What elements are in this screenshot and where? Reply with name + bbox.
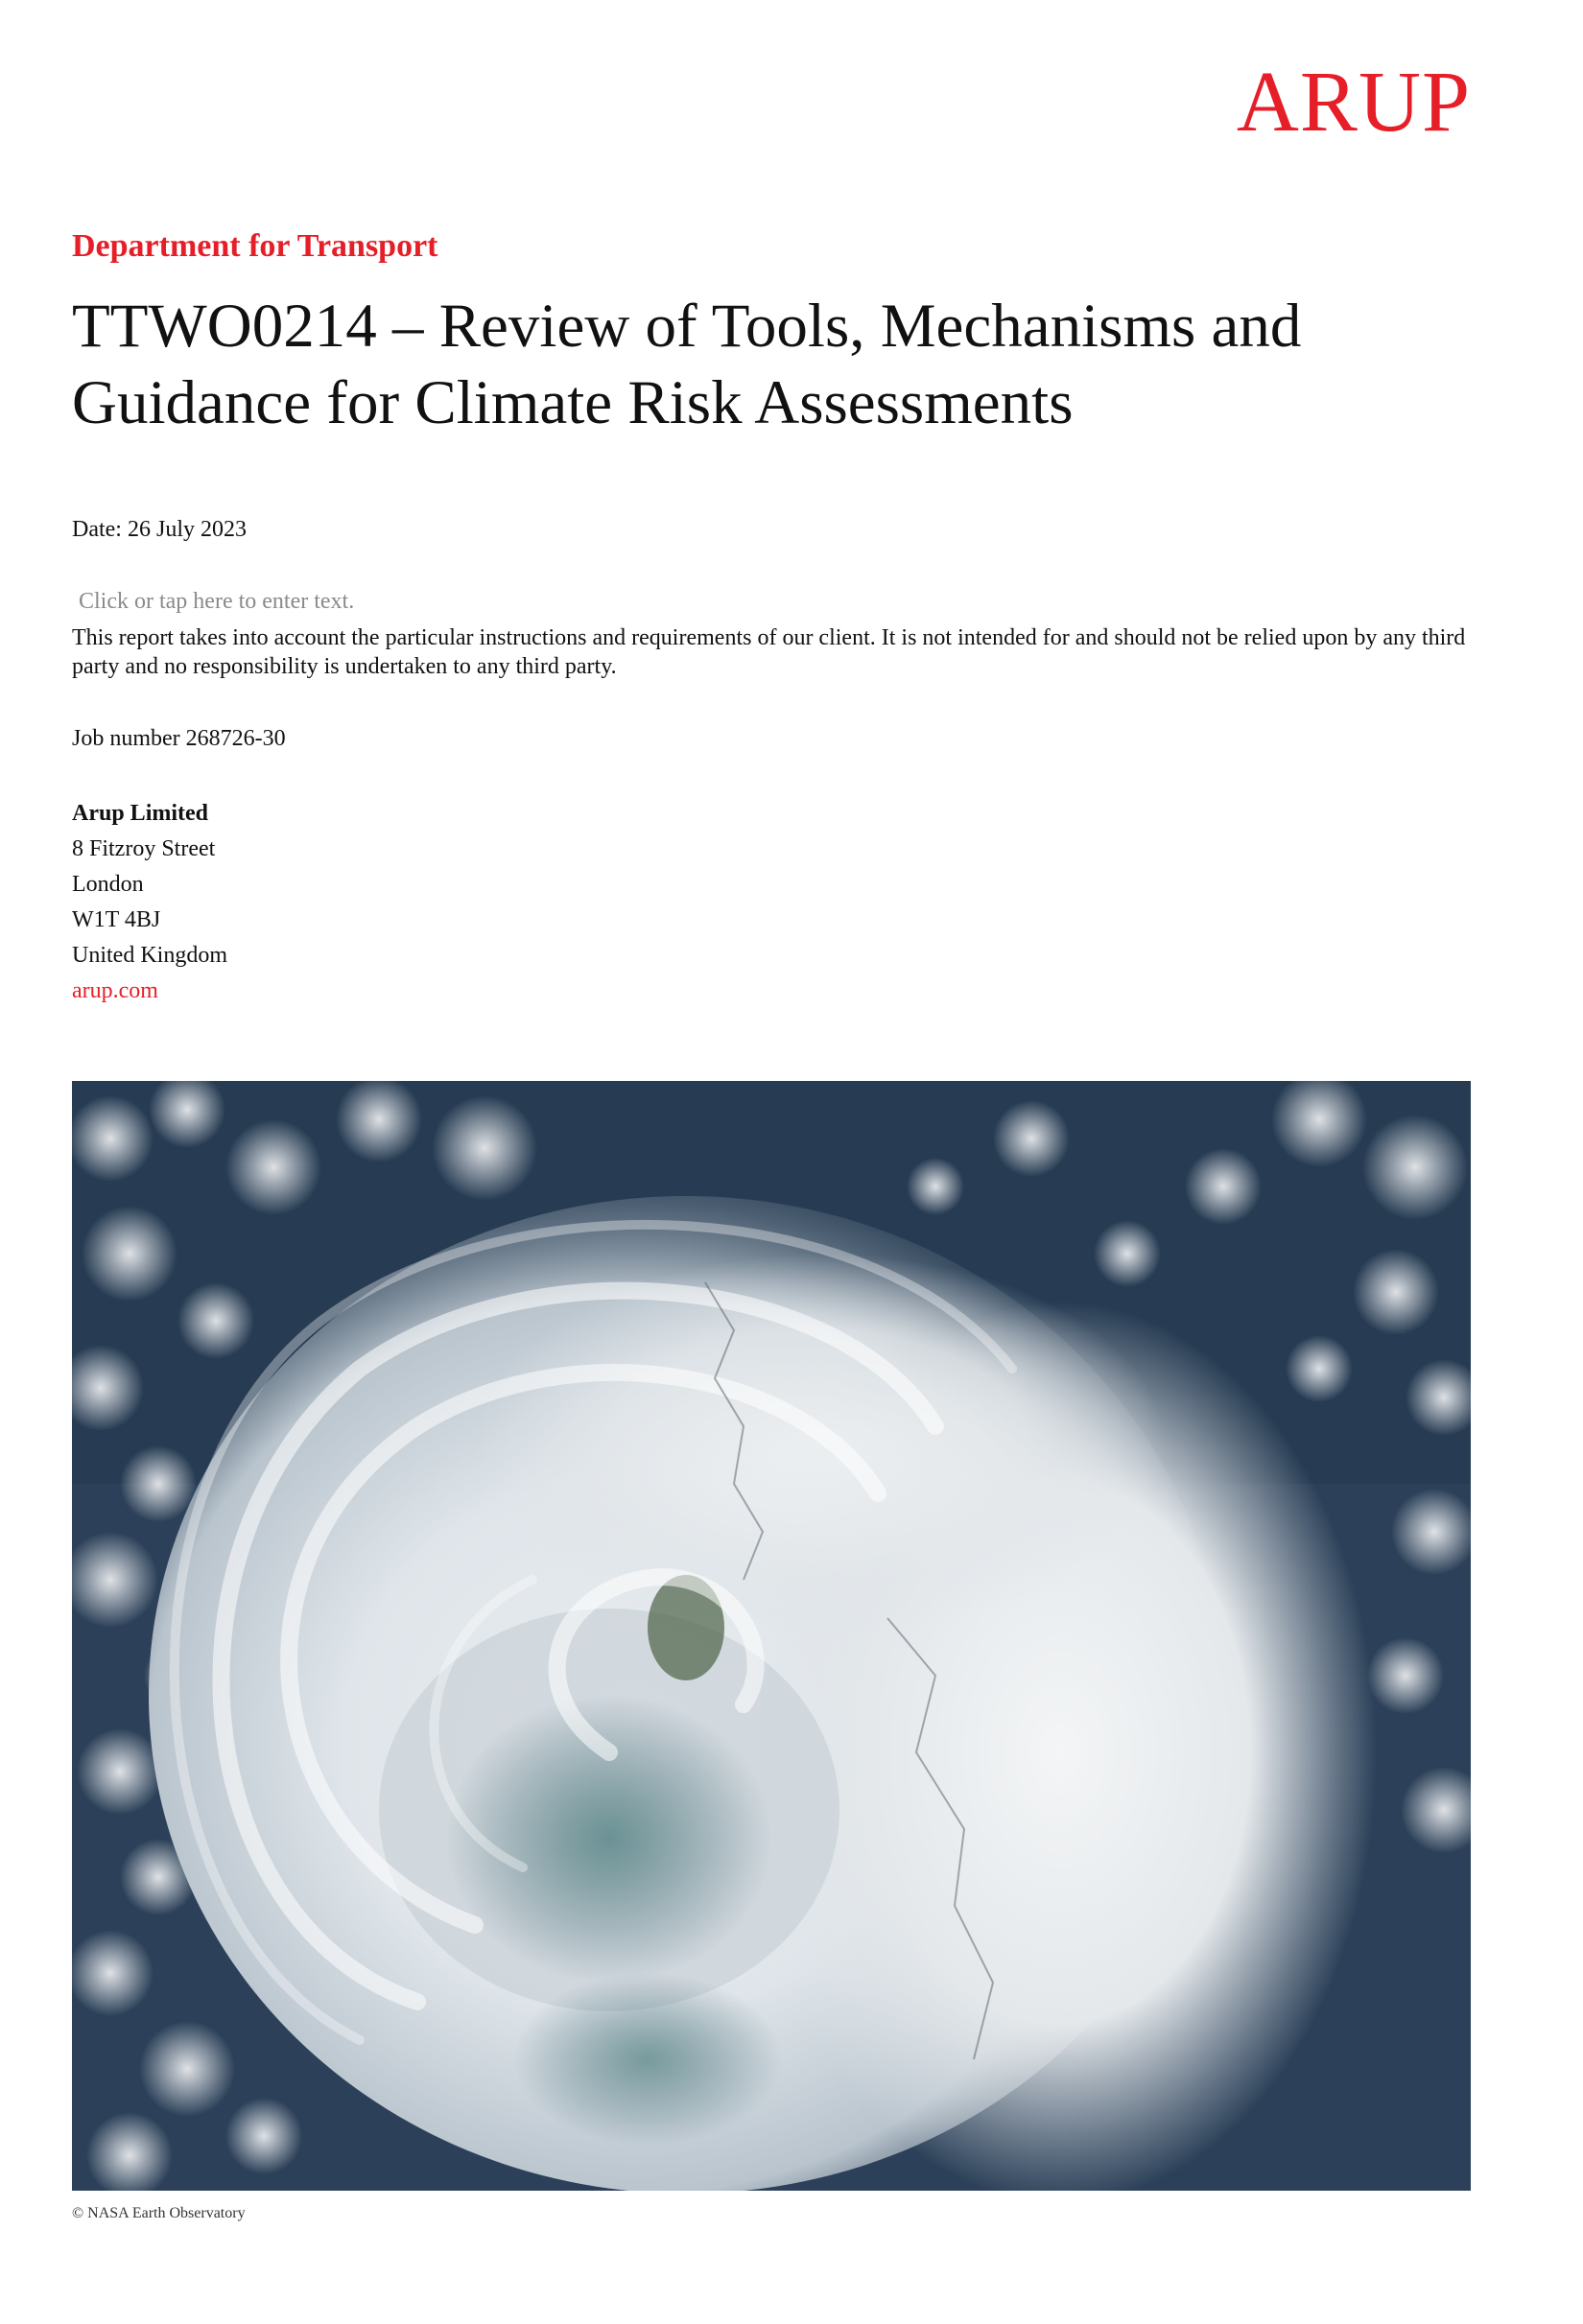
address-line-country: United Kingdom bbox=[72, 943, 227, 968]
website-link[interactable]: arup.com bbox=[72, 978, 158, 1003]
address-line-city: London bbox=[72, 872, 144, 897]
report-title bbox=[72, 288, 1434, 441]
image-credit: © NASA Earth Observatory bbox=[72, 2205, 246, 2221]
report-title-line-1: TTWO0214 – Review of Tools, Mechanisms and bbox=[72, 292, 1302, 361]
client-name: Department for Transport bbox=[72, 228, 438, 264]
report-title-line-2: Guidance for Climate Risk Assessments bbox=[72, 368, 1074, 437]
address-line-postcode: W1T 4BJ bbox=[72, 907, 161, 932]
text-placeholder-field[interactable]: Click or tap here to enter text. bbox=[79, 589, 355, 614]
address-line-street: 8 Fitzroy Street bbox=[72, 836, 216, 861]
company-name: Arup Limited bbox=[72, 801, 209, 826]
company-address bbox=[72, 796, 227, 1009]
disclaimer-text: This report takes into account the particular instructions and requirements of our client. It is not intended for and should not be relied upon by any third party and no responsibility is undertaken to any third party. bbox=[72, 625, 1466, 679]
report-date: Date: 26 July 2023 bbox=[72, 517, 247, 542]
satellite-storm-image bbox=[72, 1081, 1471, 2191]
arup-logo: ARUP bbox=[1236, 55, 1471, 150]
job-number: Job number 268726-30 bbox=[72, 726, 286, 751]
